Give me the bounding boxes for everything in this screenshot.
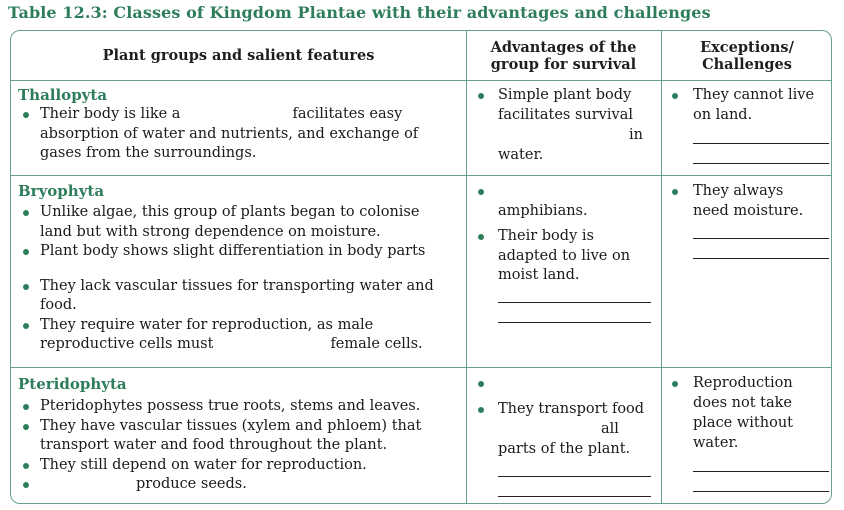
feature-text: They have vascular tissues (xylem and phloem) that: [40, 417, 422, 434]
feature-text: land but with strong dependence on moisture.: [40, 223, 381, 240]
table-title: Table 12.3: Classes of Kingdom Plantae with their advantages and challenges: [8, 3, 711, 22]
answer-blank-line[interactable]: [693, 238, 829, 239]
bullet-icon: [23, 210, 29, 216]
advantage-text: parts of the plant.: [498, 441, 631, 457]
header-advantages-line1: Advantages of the: [490, 38, 637, 56]
advantage-text: all: [601, 421, 619, 437]
bullet-icon: [23, 323, 29, 329]
feature-text: facilitates easy: [292, 106, 403, 122]
bullet-icon: [478, 234, 484, 240]
bullet-icon: [672, 381, 678, 387]
advantage-text: Their body is: [498, 228, 594, 244]
advantage-text: facilitates survival: [498, 107, 633, 123]
feature-text: Their body is like a: [40, 106, 181, 122]
advantage-text: in: [629, 127, 643, 143]
advantage-text: moist land.: [498, 267, 580, 283]
bullet-icon: [23, 482, 29, 488]
column-divider: [661, 31, 662, 503]
challenge-text: place without: [693, 415, 793, 431]
feature-item: [18, 242, 463, 262]
challenge-text: They cannot live: [693, 87, 815, 103]
group-name-bryophyta: Bryophyta: [18, 182, 105, 200]
feature-item: [18, 105, 463, 164]
feature-text: absorption of water and nutrients, and exchange of: [40, 125, 419, 142]
header-features: [11, 31, 466, 80]
feature-item: [18, 203, 463, 242]
feature-text: gases from the surroundings.: [40, 145, 257, 161]
bullet-icon: [23, 424, 29, 430]
feature-text: Plant body shows slight differentiation in body parts: [40, 243, 426, 259]
bullet-icon: [23, 463, 29, 469]
feature-item: [18, 397, 463, 417]
bullet-icon: [478, 407, 484, 413]
row-divider: [11, 80, 831, 81]
answer-blank-line[interactable]: [498, 496, 651, 497]
answer-blank-line[interactable]: [498, 322, 651, 323]
row-bryophyta-features: [18, 181, 463, 355]
header-challenges-line2: Challenges: [702, 55, 792, 73]
feature-item: [18, 277, 463, 316]
bullet-icon: [672, 93, 678, 99]
header-features-label: Plant groups and salient features: [102, 47, 375, 64]
bullet-icon: [23, 249, 29, 255]
advantage-text: amphibians.: [498, 203, 588, 219]
row-thallophyta-features: [18, 85, 463, 164]
column-divider: [466, 31, 467, 503]
answer-blank-line[interactable]: [693, 471, 829, 472]
feature-item: [18, 456, 463, 476]
feature-text: They still depend on water for reproduction.: [40, 456, 367, 473]
header-challenges: [661, 31, 832, 80]
row-pteridophyta-features: [18, 374, 463, 495]
advantage-text: Simple plant body: [498, 87, 632, 103]
plantae-table: [10, 30, 832, 504]
challenge-text: on land.: [693, 107, 753, 123]
advantage-text: They transport food: [498, 401, 645, 417]
header-advantages-line2: group for survival: [490, 55, 637, 73]
header-advantages: [466, 31, 661, 80]
answer-blank-line[interactable]: [693, 163, 829, 164]
feature-item: [18, 316, 463, 355]
header-challenges-line1: Exceptions/: [700, 38, 794, 56]
feature-text: They lack vascular tissues for transporting water and: [40, 277, 434, 294]
bullet-icon: [478, 381, 484, 387]
answer-blank-line[interactable]: [693, 143, 829, 144]
answer-blank-line[interactable]: [498, 476, 651, 477]
feature-text: reproductive cells must: [40, 336, 214, 352]
group-name-thallophyta: Thallopyta: [18, 86, 108, 104]
row-divider: [11, 367, 831, 368]
answer-blank-line[interactable]: [693, 258, 829, 259]
answer-blank-line[interactable]: [693, 491, 829, 492]
feature-text: Pteridophytes possess true roots, stems and leaves.: [40, 398, 421, 414]
challenge-text: water.: [693, 435, 739, 451]
feature-item: [18, 475, 463, 495]
feature-text: transport water and food throughout the plant.: [40, 437, 388, 453]
feature-text: They require water for reproduction, as male: [40, 316, 374, 333]
challenge-text: need moisture.: [693, 203, 804, 219]
bullet-icon: [478, 93, 484, 99]
bullet-icon: [23, 284, 29, 290]
feature-item: [18, 417, 463, 456]
feature-text: female cells.: [330, 336, 423, 352]
row-divider: [11, 175, 831, 176]
feature-text: food.: [40, 297, 77, 313]
bullet-icon: [23, 112, 29, 118]
bullet-icon: [23, 404, 29, 410]
bullet-icon: [672, 189, 678, 195]
bullet-icon: [478, 189, 484, 195]
advantage-text: adapted to live on: [498, 248, 631, 264]
advantage-text: water.: [498, 147, 544, 163]
challenge-text: does not take: [693, 395, 792, 411]
group-name-pteridophyta: Pteridophyta: [18, 375, 127, 393]
feature-text: produce seeds.: [136, 476, 247, 492]
answer-blank-line[interactable]: [498, 302, 651, 303]
feature-text: Unlike algae, this group of plants began to colonise: [40, 204, 420, 220]
challenge-text: Reproduction: [693, 375, 793, 391]
challenge-text: They always: [693, 183, 784, 199]
